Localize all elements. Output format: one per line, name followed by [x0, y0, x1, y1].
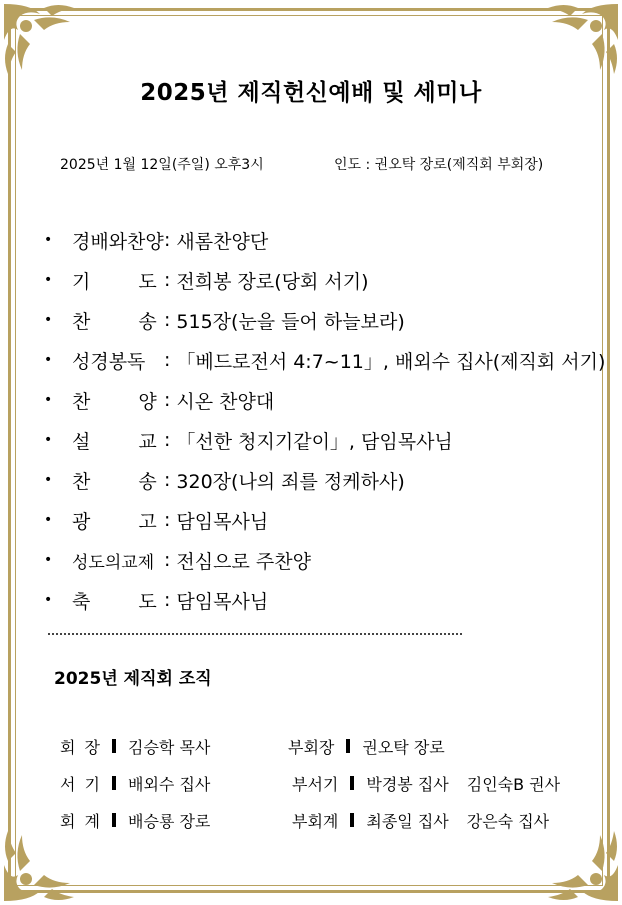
org-entry — [60, 771, 210, 795]
program-content: 새롬찬양단 — [176, 230, 269, 253]
program-content: 전심으로 주찬양 — [176, 550, 311, 573]
bar-icon — [350, 776, 354, 790]
separator: : — [164, 269, 171, 291]
org-name: 박경봉 집사 — [366, 774, 449, 794]
org-role: 회 계 — [60, 811, 100, 831]
program-role: 경배와찬양 — [72, 230, 164, 253]
org-role: 부회계 — [292, 811, 339, 831]
program-item — [44, 260, 605, 300]
org-role: 부서기 — [292, 774, 339, 794]
separator: : — [164, 509, 171, 531]
bullet-icon: • — [44, 472, 53, 488]
separator: : — [164, 589, 171, 611]
program-item — [44, 460, 605, 500]
bullet-icon: • — [44, 592, 53, 608]
separator: : — [164, 309, 171, 331]
bullet-icon: • — [44, 232, 53, 248]
corner-ornament-bottom-right — [542, 825, 622, 905]
program-content: 320장(나의 죄를 정케하사) — [176, 470, 405, 493]
service-leader: 인도 : 권오탁 장로(제직회 부회장) — [334, 157, 544, 173]
program-item — [44, 220, 605, 260]
program-content: 515장(눈을 들어 하늘보라) — [176, 310, 405, 333]
corner-ornament-bottom-left — [0, 825, 80, 905]
org-name: 김승학 목사 — [128, 737, 211, 757]
separator: : — [164, 469, 171, 491]
dotted-divider — [48, 633, 462, 635]
bullet-icon: • — [44, 312, 53, 328]
bar-icon — [346, 739, 350, 753]
program-content: 담임목사님 — [176, 590, 269, 613]
org-name: 권오탁 장로 — [362, 737, 445, 757]
bar-icon — [112, 776, 116, 790]
program-item — [44, 500, 605, 540]
bar-icon — [350, 813, 354, 827]
org-name: 최종일 집사 — [366, 811, 449, 831]
org-entry — [288, 734, 445, 758]
program-role: 찬 양 — [72, 390, 157, 413]
separator: : — [164, 549, 171, 571]
bullet-icon: • — [44, 272, 53, 288]
separator: : — [164, 389, 171, 411]
program-item — [44, 420, 605, 460]
org-entry — [292, 808, 549, 832]
org-name-secondary: 김인숙B 권사 — [466, 774, 561, 794]
program-role: 성도의교제 — [72, 552, 155, 573]
separator: : — [164, 229, 171, 251]
org-role: 서 기 — [60, 774, 100, 794]
program-role: 축 도 — [72, 590, 157, 613]
bullet-icon: • — [44, 432, 53, 448]
org-name: 배외수 집사 — [128, 774, 211, 794]
program-list — [44, 220, 605, 620]
bar-icon — [112, 739, 116, 753]
org-entry — [60, 808, 210, 832]
bar-icon — [112, 813, 116, 827]
org-role: 회 장 — [60, 737, 100, 757]
bullet-icon: • — [44, 392, 53, 408]
bullet-icon: • — [44, 352, 53, 368]
program-item — [44, 580, 605, 620]
program-content: 담임목사님 — [176, 510, 269, 533]
org-name-secondary: 강은숙 집사 — [466, 811, 550, 831]
program-role: 설 교 — [72, 430, 157, 453]
program-item — [44, 340, 605, 380]
bullet-icon: • — [44, 512, 53, 528]
program-content: 「선한 청지기같이」, 담임목사님 — [176, 430, 453, 453]
org-entry — [60, 734, 210, 758]
program-item — [44, 540, 605, 580]
separator: : — [164, 429, 171, 451]
program-role: 광 고 — [72, 510, 157, 533]
org-name: 배승룡 장로 — [128, 811, 211, 831]
corner-ornament-top-right — [542, 0, 622, 80]
org-role: 부회장 — [288, 737, 335, 757]
service-date: 2025년 1월 12일(주일) 오후3시 — [60, 157, 264, 173]
separator: : — [164, 349, 171, 371]
program-item — [44, 300, 605, 340]
org-entry — [292, 771, 560, 795]
program-role: 찬 송 — [72, 310, 157, 333]
program-role: 찬 송 — [72, 470, 157, 493]
page-title: 2025년 제직헌신예배 및 세미나 — [140, 80, 482, 106]
program-role: 성경봉독 — [72, 350, 146, 373]
program-role: 기 도 — [72, 270, 157, 293]
program-content: 전희봉 장로(당회 서기) — [176, 270, 369, 293]
program-content: 「베드로전서 4:7~11」, 배외수 집사(제직회 서기) — [176, 350, 606, 373]
program-content: 시온 찬양대 — [176, 390, 275, 413]
corner-ornament-top-left — [0, 0, 80, 80]
bullet-icon: • — [44, 552, 53, 568]
org-title: 2025년 제직회 조직 — [54, 669, 212, 689]
program-item — [44, 380, 605, 420]
